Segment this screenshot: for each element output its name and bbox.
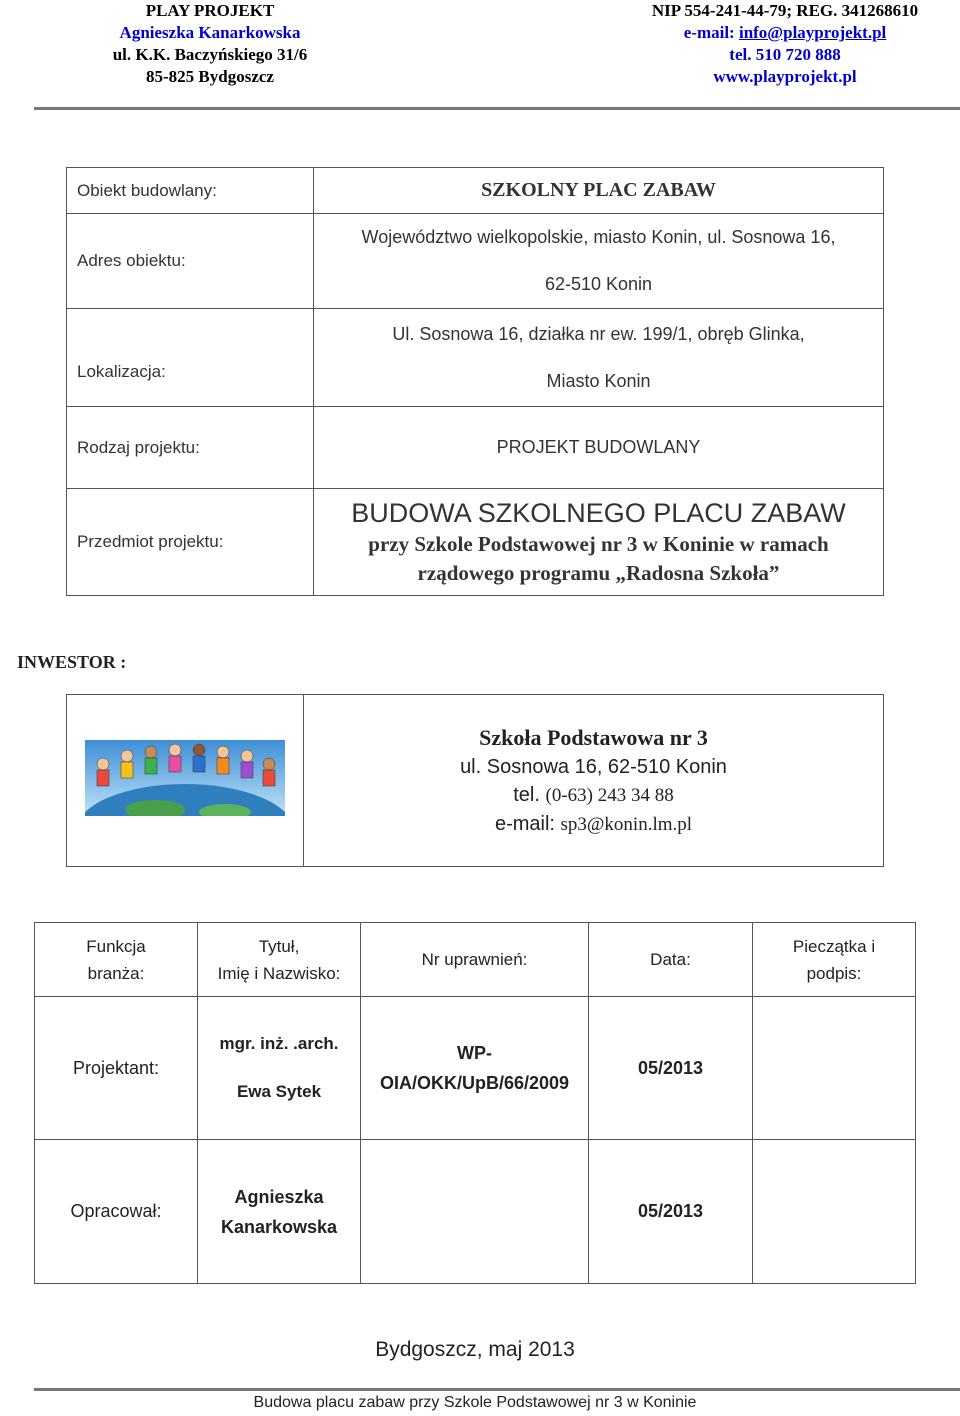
investor-address: ul. Sosnowa 16, 62-510 Konin [460, 755, 727, 778]
company-email-line: e-mail: info@playprojekt.pl [683, 23, 887, 42]
header-nr-uprawnien: Nr uprawnień: [361, 923, 589, 997]
przedmiot-line-1: BUDOWA SZKOLNEGO PLACU ZABAW [351, 498, 846, 528]
company-address-block [60, 0, 360, 88]
header-funkcja: Funkcja branża: [35, 923, 198, 997]
header-data: Data: [589, 923, 753, 997]
company-name: PLAY PROJEKT [145, 1, 275, 20]
children-globe-logo [85, 740, 285, 816]
row-projektant-nr: WP- OIA/OKK/UpB/66/2009 [361, 997, 589, 1140]
page-footer: Budowa placu zabaw przy Szkole Podstawowej nr 3 w Koninie [253, 1394, 697, 1411]
rodzaj-label: Rodzaj projektu: [67, 407, 314, 489]
school-logo-cell [67, 695, 304, 867]
company-street: ul. K.K. Baczyńskiego 31/6 [112, 45, 308, 64]
lokalizacja-line-1: Ul. Sosnowa 16, działka nr ew. 199/1, obręb Glinka, [392, 323, 805, 344]
investor-tel: (0-63) 243 34 88 [545, 784, 674, 806]
adres-label: Adres obiektu: [67, 214, 314, 309]
lokalizacja-label: Lokalizacja: [67, 309, 314, 407]
investor-name: Szkoła Podstawowa nr 3 [479, 724, 708, 750]
przedmiot-label: Przedmiot projektu: [67, 489, 314, 596]
company-email-link[interactable]: info@playprojekt.pl [738, 23, 887, 42]
przedmiot-value [314, 489, 884, 596]
footer-divider [34, 1388, 960, 1391]
row-projektant-title: mgr. inż. .arch. Ewa Sytek [198, 997, 361, 1140]
company-www-link[interactable]: www.playprojekt.pl [713, 67, 857, 86]
investor-email-line: e-mail: sp3@konin.lm.pl [494, 812, 693, 835]
obiekt-value: SZKOLNY PLAC ZABAW [314, 168, 884, 214]
przedmiot-line-3: rządowego programu „Radosna Szkoła” [417, 561, 780, 585]
adres-line-2: 62-510 Konin [544, 274, 653, 294]
row-projektant-stamp [753, 997, 916, 1140]
row-opracowal-role: Opracował: [35, 1140, 198, 1284]
przedmiot-line-2: przy Szkole Podstawowej nr 3 w Koninie w ramach [368, 532, 829, 556]
company-contact-block [620, 0, 950, 88]
project-info-table [66, 167, 884, 596]
place-and-date: Bydgoszcz, maj 2013 [375, 1338, 575, 1361]
header-pieczatka: Pieczątka i podpis: [753, 923, 916, 997]
row-opracowal-stamp [753, 1140, 916, 1284]
lokalizacja-value [314, 309, 884, 407]
row-projektant-role: Projektant: [35, 997, 198, 1140]
row-opracowal-date: 05/2013 [589, 1140, 753, 1284]
row-projektant-date: 05/2013 [589, 997, 753, 1140]
investor-tel-line: tel. (0-63) 243 34 88 [513, 783, 674, 806]
row-opracowal-nr [361, 1140, 589, 1284]
row-opracowal-name: Agnieszka Kanarkowska [198, 1140, 361, 1284]
investor-details [304, 695, 884, 867]
lokalizacja-line-2: Miasto Konin [546, 370, 651, 391]
company-nip-reg: NIP 554-241-44-79; REG. 341268610 [651, 1, 919, 20]
obiekt-label: Obiekt budowlany: [67, 168, 314, 214]
header-divider [34, 107, 960, 110]
investor-label: INWESTOR : [17, 652, 127, 672]
adres-value [314, 214, 884, 309]
investor-table [66, 694, 884, 867]
rodzaj-value: PROJEKT BUDOWLANY [314, 407, 884, 489]
company-owner: Agnieszka Kanarkowska [119, 23, 301, 42]
signature-table [34, 922, 916, 1284]
company-tel: tel. 510 720 888 [729, 45, 841, 64]
company-city: 85-825 Bydgoszcz [146, 67, 274, 86]
adres-line-1: Województwo wielkopolskie, miasto Konin, ul. Sosnowa 16, [361, 227, 836, 247]
investor-email: sp3@konin.lm.pl [560, 813, 693, 835]
header-tytul: Tytuł, Imię i Nazwisko: [198, 923, 361, 997]
